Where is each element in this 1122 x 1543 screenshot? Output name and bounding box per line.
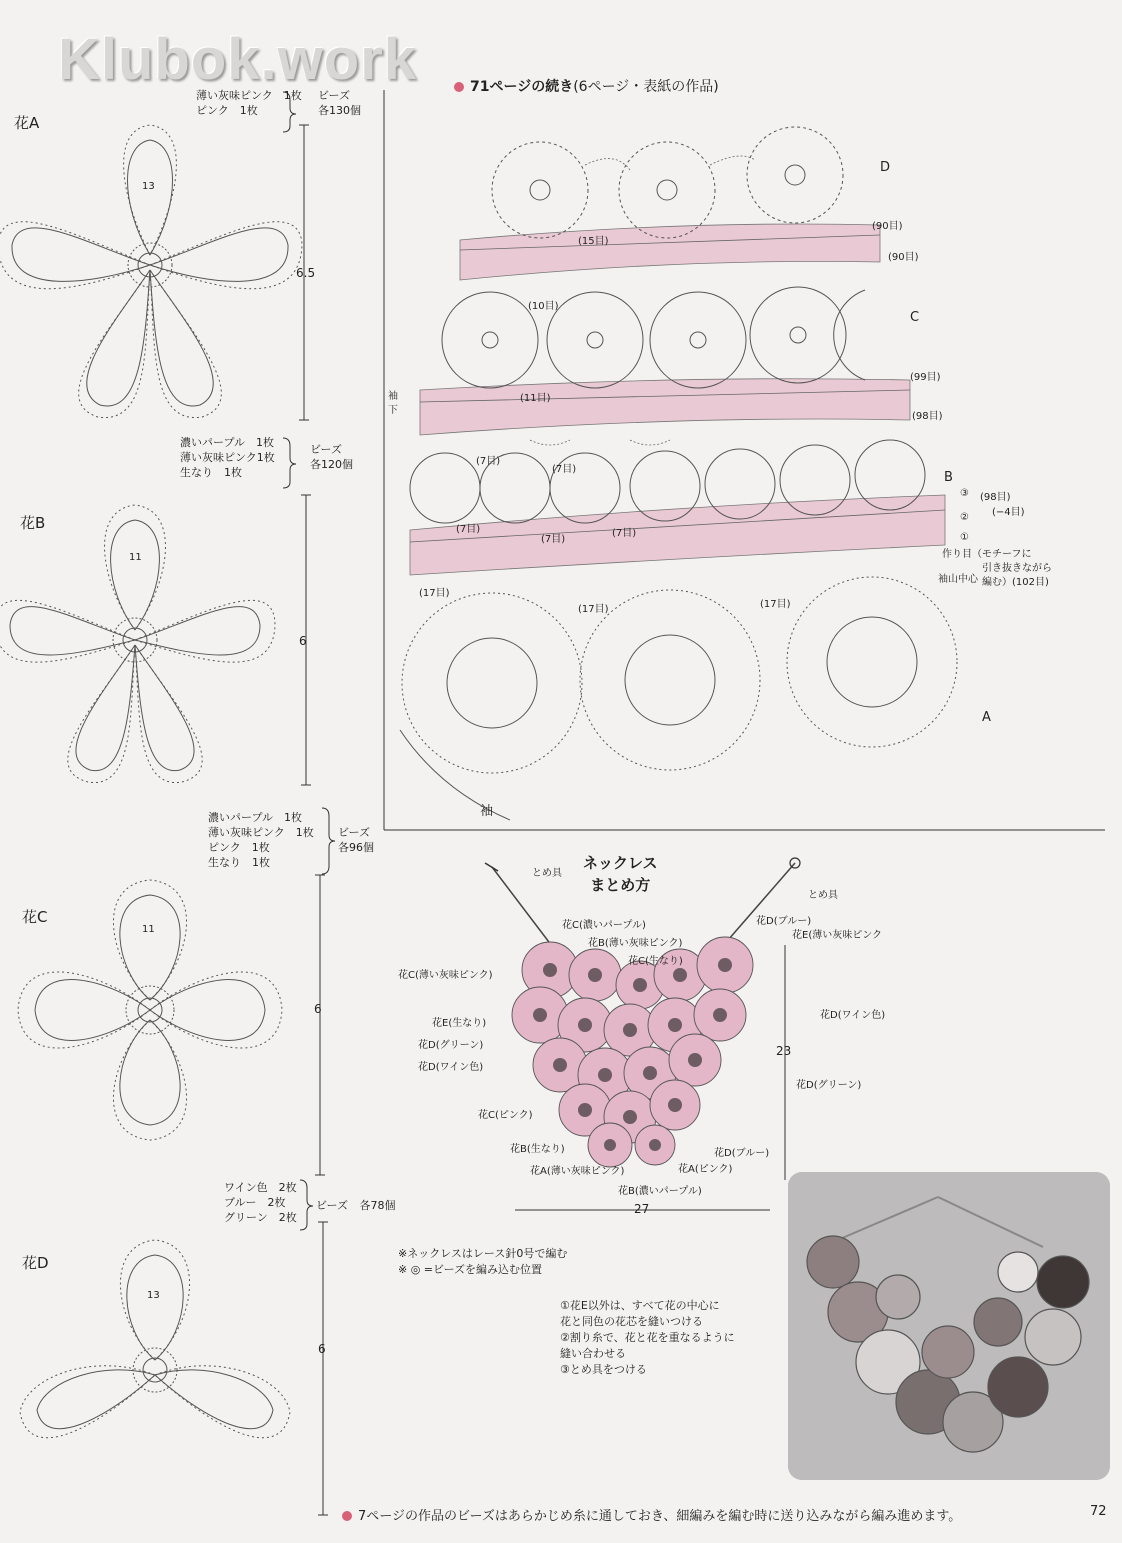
label-underarm [388,390,398,418]
note-step-3: ③とめ具をつける [560,1363,647,1376]
necklace-photo-image [788,1172,1110,1480]
flower-b-center-count: 11 [129,552,142,563]
flower-a-height: 6.5 [296,266,316,280]
notes-general [398,1246,567,1278]
flower-c-counts [208,810,314,870]
label-clasp-right: とめ具 [808,890,838,901]
flower-d-count-2: ブルー 2枚 [224,1196,286,1209]
label-sleeve-center: 袖山中心 [938,574,978,585]
notes-steps [560,1298,735,1378]
flower-d-beads [316,1198,396,1213]
note-step-1b: 花と同色の花芯を縫いつける [560,1315,703,1328]
label-underarm-1: 袖 [388,391,398,402]
necklace-width: 27 [634,1202,650,1216]
flower-c-height: 6 [314,1002,322,1016]
label-a-pink: 花A(ピンク) [678,1164,733,1175]
flower-d-height: 6 [318,1342,326,1356]
label-r99: (99目) [910,372,941,383]
flower-d-center-count: 13 [147,1290,160,1301]
necklace-title [583,852,658,896]
label-d-green-left: 花D(グリーン) [418,1040,484,1051]
label-r7d: (7目) [541,534,566,545]
label-r7c: (7目) [456,524,481,535]
flower-c-center-count: 11 [142,924,155,935]
flower-c-count-2: 薄い灰味ピンク 1枚 [208,826,314,839]
label-a-pink-gray: 花A(薄い灰味ピンク) [530,1166,625,1177]
label-c2: ② [960,512,969,523]
label-c-natural: 花C(生なり) [628,956,683,967]
flower-b-height: 6 [299,634,307,648]
note-bead-position: ※ ◎ =ビーズを編み込む位置 [398,1263,543,1276]
label-c3: ③ [960,488,969,499]
label-b-purple: 花B(濃いパープル) [618,1186,702,1197]
label-clasp-left: とめ具 [532,868,562,879]
label-e-pink: 花E(薄い灰味ピンク [792,930,883,941]
flower-b-diagram [0,505,275,783]
header-subtitle: (6ページ・表紙の作品) [573,79,719,95]
label-r10: (10目) [528,301,559,312]
flower-a-center-count: 13 [142,181,155,192]
label-r7e: (7目) [612,528,637,539]
flower-d-diagram [20,1240,290,1438]
flower-b-beads-label: ビーズ [310,443,343,456]
label-c-pink-left: 花C(薄い灰味ピンク) [398,970,493,981]
flower-a-beads [318,88,361,118]
flower-b-count-2: 薄い灰味ピンク1枚 [180,451,275,464]
label-d-blue-top: 花D(ブルー) [756,916,812,927]
label-r17c: (17目) [760,599,791,610]
label-d-wine-left: 花D(ワイン色) [418,1062,484,1073]
flower-b-counts [180,435,275,480]
page-number: 72 [1090,1504,1107,1519]
label-underarm-2: 下 [388,405,398,416]
flower-b-beads-count: 各120個 [310,458,353,471]
label-r15: (15目) [578,236,609,247]
header-title: 71ページの続き [470,79,574,95]
flower-a-beads-label: ビーズ [318,89,351,102]
flower-b-beads [310,442,353,472]
flower-d-count-3: グリーン 2枚 [224,1211,297,1224]
flower-c-count-1: 濃いパープル 1枚 [208,811,303,824]
note-step-1a: ①花E以外は、すべて花の中心に [560,1299,720,1312]
label-r98b: (98目) [980,492,1011,503]
flower-c-title: 花C [22,908,48,926]
label-sleeve: 袖 [480,804,494,819]
flower-a-diagram [0,125,302,418]
row-label-b: B [944,470,953,485]
row-label-d: D [880,160,891,175]
label-start-3: 編む）(102目) [982,577,1049,588]
flower-d-title: 花D [22,1254,49,1272]
label-r7b: (7目) [552,464,577,475]
flower-a-count-2: ピンク 1枚 [196,104,258,117]
row-label-a: A [982,710,991,725]
footer-text: 7ページの作品のビーズはあらかじめ糸に通しておき、細編みを編む時に送り込みながら編み進めます。 [358,1509,962,1524]
label-c-purple: 花C(濃いパープル) [562,920,646,931]
flower-d-beads-label: ビーズ [316,1199,349,1212]
necklace-title-1: ネックレス [583,854,658,872]
label-c-pink: 花C(ピンク) [478,1110,533,1121]
flower-b-count-3: 生なり 1枚 [180,466,242,479]
footer-note [342,1505,961,1524]
flower-b-count-1: 濃いパープル 1枚 [180,436,275,449]
row-label-c: C [910,310,920,325]
flower-a-beads-count: 各130個 [318,104,361,117]
label-d-blue-bottom: 花D(ブルー) [714,1148,770,1159]
label-minus4: (−4目) [992,507,1025,518]
label-start-2: 引き抜きながら [982,563,1052,574]
label-start-1: 作り目（モチーフに [942,549,1032,560]
label-b-natural: 花B(生なり) [510,1144,565,1155]
necklace-title-2: まとめ方 [590,876,651,894]
label-r90b: (90目) [888,252,919,263]
note-needle: ※ネックレスはレース針0号で編む [398,1247,568,1260]
necklace-height: 23 [776,1044,792,1058]
flower-d-count-1: ワイン色 2枚 [224,1181,297,1194]
note-step-2b: 縫い合わせる [560,1347,626,1360]
necklace-photo [788,1172,1110,1480]
flower-a-counts [196,88,302,118]
bullet-icon [342,1511,352,1521]
label-e-natural: 花E(生なり) [432,1018,487,1029]
flower-c-beads-count: 各96個 [338,841,374,854]
label-r90a: (90目) [872,221,903,232]
label-c1: ① [960,532,969,543]
flower-c-count-3: ピンク 1枚 [208,841,270,854]
flower-c-beads [338,825,374,855]
label-b-pink: 花B(薄い灰味ピンク) [588,938,683,949]
flower-b-title: 花B [20,514,46,532]
flower-d-counts [224,1180,297,1225]
label-r98: (98目) [912,411,943,422]
flower-a-title: 花A [14,114,40,132]
note-step-2a: ②割り糸で、花と花を重なるように [560,1331,735,1344]
flower-motifs-diagrams [0,0,380,1543]
label-d-wine-right: 花D(ワイン色) [820,1010,886,1021]
flower-a-count-1: 薄い灰味ピンク 1枚 [196,89,302,102]
label-r17a: (17目) [419,588,450,599]
label-r17b: (17目) [578,604,609,615]
flower-d-beads-count: 各78個 [359,1199,396,1212]
label-d-green-right: 花D(グリーン) [796,1080,862,1091]
flower-c-count-4: 生なり 1枚 [208,856,270,869]
flower-c-beads-label: ビーズ [338,826,371,839]
watermark: Klubok.work [58,27,418,92]
flower-c-diagram [18,880,282,1140]
label-r11: (11目) [520,393,551,404]
label-r7a: (7目) [476,456,501,467]
